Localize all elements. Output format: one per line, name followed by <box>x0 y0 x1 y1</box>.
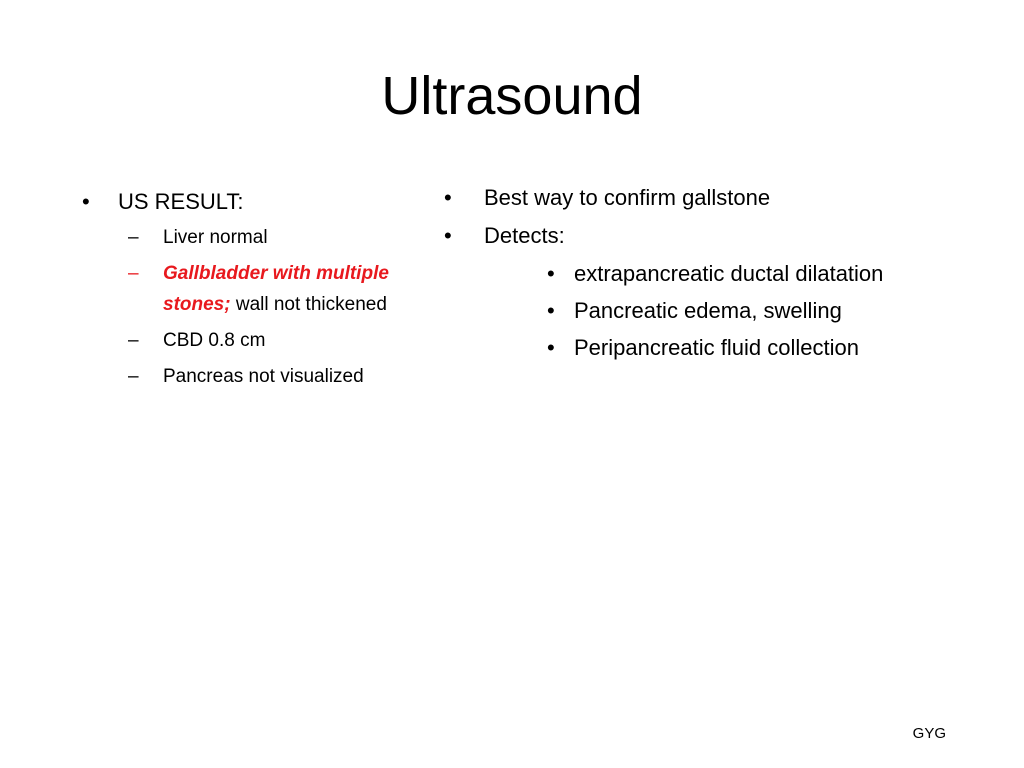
right-column <box>438 182 958 369</box>
sub-item-ductal-dilatation <box>438 258 958 289</box>
bullet-icon: • <box>444 185 452 210</box>
dash-icon: – <box>128 366 139 387</box>
sub-item-fluid-collection <box>438 332 958 363</box>
dash-icon: – <box>128 263 139 284</box>
sub-item-label: Peripancreatic fluid collection <box>574 335 859 360</box>
slide-title: Ultrasound <box>381 66 643 126</box>
sub-item-cbd <box>82 325 422 356</box>
sub-item-label: extrapancreatic ductal dilatation <box>574 261 884 286</box>
bullet-icon: • <box>444 223 452 248</box>
bullet-icon: • <box>82 189 90 214</box>
sub-item-label: Liver normal <box>163 227 268 248</box>
sub-item-label: Pancreatic edema, swelling <box>574 298 842 323</box>
dash-icon: – <box>128 227 139 248</box>
sub-item-label: CBD 0.8 cm <box>163 330 266 351</box>
list-item-label: Best way to confirm gallstone <box>484 185 771 210</box>
emphasis-text: Gallbladder with multiple stones; <box>163 263 389 315</box>
footer-initials: GYG <box>912 725 946 742</box>
sub-item-pancreas <box>82 361 422 392</box>
sub-item-label: Pancreas not visualized <box>163 366 364 387</box>
sub-item-label: wall not thickened <box>230 294 387 315</box>
bullet-icon: • <box>547 298 555 323</box>
sub-item-gallbladder <box>82 258 422 320</box>
dash-icon: – <box>128 330 139 351</box>
sub-item-liver <box>82 222 422 253</box>
left-column <box>82 186 422 397</box>
bullet-icon: • <box>547 335 555 360</box>
list-item-best-way <box>438 182 958 213</box>
list-item-detects <box>438 220 958 251</box>
list-item-label: US RESULT: <box>118 189 244 214</box>
list-item-us-result <box>82 186 422 218</box>
bullet-icon: • <box>547 261 555 286</box>
list-item-label: Detects: <box>484 223 565 248</box>
sub-item-edema <box>438 295 958 326</box>
